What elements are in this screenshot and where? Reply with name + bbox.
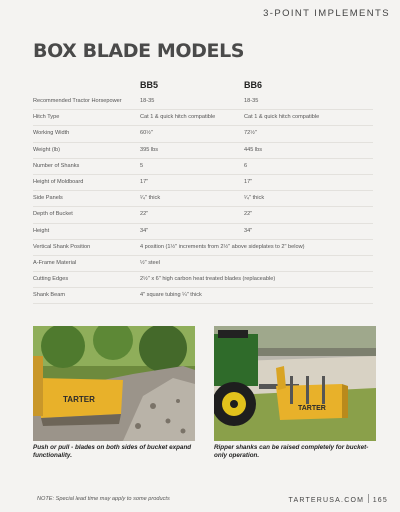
spec-row: [33, 272, 373, 288]
tarter-logo: TARTER: [298, 405, 326, 412]
spec-value-bb6: 22": [244, 211, 253, 218]
spec-value-bb5: 395 lbs: [140, 146, 159, 153]
spec-row: [33, 224, 373, 240]
spec-table: [33, 80, 373, 304]
footer-divider: [368, 494, 369, 503]
spec-value-bb5: ½" steel: [140, 259, 161, 266]
section-header: 3-POINT IMPLEMENTS: [263, 8, 390, 19]
spec-value-bb6: 445 lbs: [244, 146, 263, 153]
footer-note: NOTE: Special lead time may apply to some products: [37, 496, 170, 502]
spec-label: Weight (lb): [33, 146, 60, 153]
spec-row: [33, 288, 373, 304]
spec-value-bb5: Cat 1 & quick hitch compatible: [140, 114, 216, 121]
photo-box-blade-rock: [33, 326, 195, 441]
spec-row: [33, 175, 373, 191]
spec-value-bb5: 17": [140, 178, 149, 185]
page-number: 165: [372, 497, 388, 504]
spec-value-bb5: 5: [140, 162, 144, 169]
spec-value-bb6: 34": [244, 227, 253, 234]
spec-label: Number of Shanks: [33, 162, 80, 169]
spec-row: [33, 207, 373, 223]
photo-tractor-box-blade: [214, 326, 376, 441]
spec-value-bb5: 4" square tubing ¼" thick: [140, 292, 202, 299]
spec-row: [33, 240, 373, 256]
footer-site-page: [289, 494, 389, 504]
spec-value-bb5: ¹⁄₄" thick: [140, 195, 161, 202]
spec-value-bb5: 22": [140, 211, 149, 218]
spec-value-bb5: 2½" x 6" high carbon heat treated blades (replaceable): [140, 276, 276, 283]
spec-label: Working Width: [33, 130, 70, 137]
spec-label: Vertical Shank Position: [33, 243, 91, 250]
model-bb6-heading: BB6: [244, 80, 263, 90]
spec-row: [33, 191, 373, 207]
spec-row: [33, 256, 373, 272]
photo-caption-left: Push or pull - blades on both sides of bucket expand functionality.: [33, 444, 192, 459]
spec-value-bb5: 18-35: [140, 98, 155, 104]
spec-label: Height: [33, 227, 50, 234]
spec-value-bb6: ¹⁄₄" thick: [244, 195, 265, 202]
page-title: BOX BLADE MODELS: [33, 40, 245, 62]
spec-label: Side Panels: [33, 195, 63, 202]
photo-caption-right: Ripper shanks can be raised completely for bucket-only operation.: [214, 444, 369, 459]
spec-label: Shank Beam: [33, 292, 66, 299]
spec-row: [33, 143, 373, 159]
spec-value-bb6: 6: [244, 162, 248, 169]
spec-label: Cutting Edges: [33, 276, 69, 283]
tarter-logo: TARTER: [63, 395, 95, 404]
spec-value-bb5: 60½": [140, 130, 153, 137]
spec-label: Depth of Bucket: [33, 211, 73, 218]
spec-row: [33, 110, 373, 126]
spec-label: A-Frame Material: [33, 259, 77, 266]
spec-value-bb5: 4 position (1½" increments from 2½" above sideplates to 2" below): [140, 243, 305, 250]
spec-row: [33, 159, 373, 175]
model-bb5-heading: BB5: [140, 80, 159, 90]
spec-table-header: [33, 80, 373, 94]
footer-site: TARTERUSA.COM: [288, 497, 365, 504]
spec-label: Hitch Type: [33, 114, 60, 121]
spec-value-bb6: Cat 1 & quick hitch compatible: [244, 114, 320, 121]
spec-value-bb6: 72½": [244, 130, 257, 137]
spec-value-bb5: 34": [140, 227, 149, 234]
spec-row: [33, 126, 373, 142]
spec-value-bb6: 17": [244, 178, 253, 185]
spec-value-bb6: 18-35: [244, 98, 259, 104]
spec-label: Recommended Tractor Horsepower: [33, 98, 122, 104]
spec-row: [33, 94, 373, 110]
spec-label: Height of Moldboard: [33, 178, 84, 185]
